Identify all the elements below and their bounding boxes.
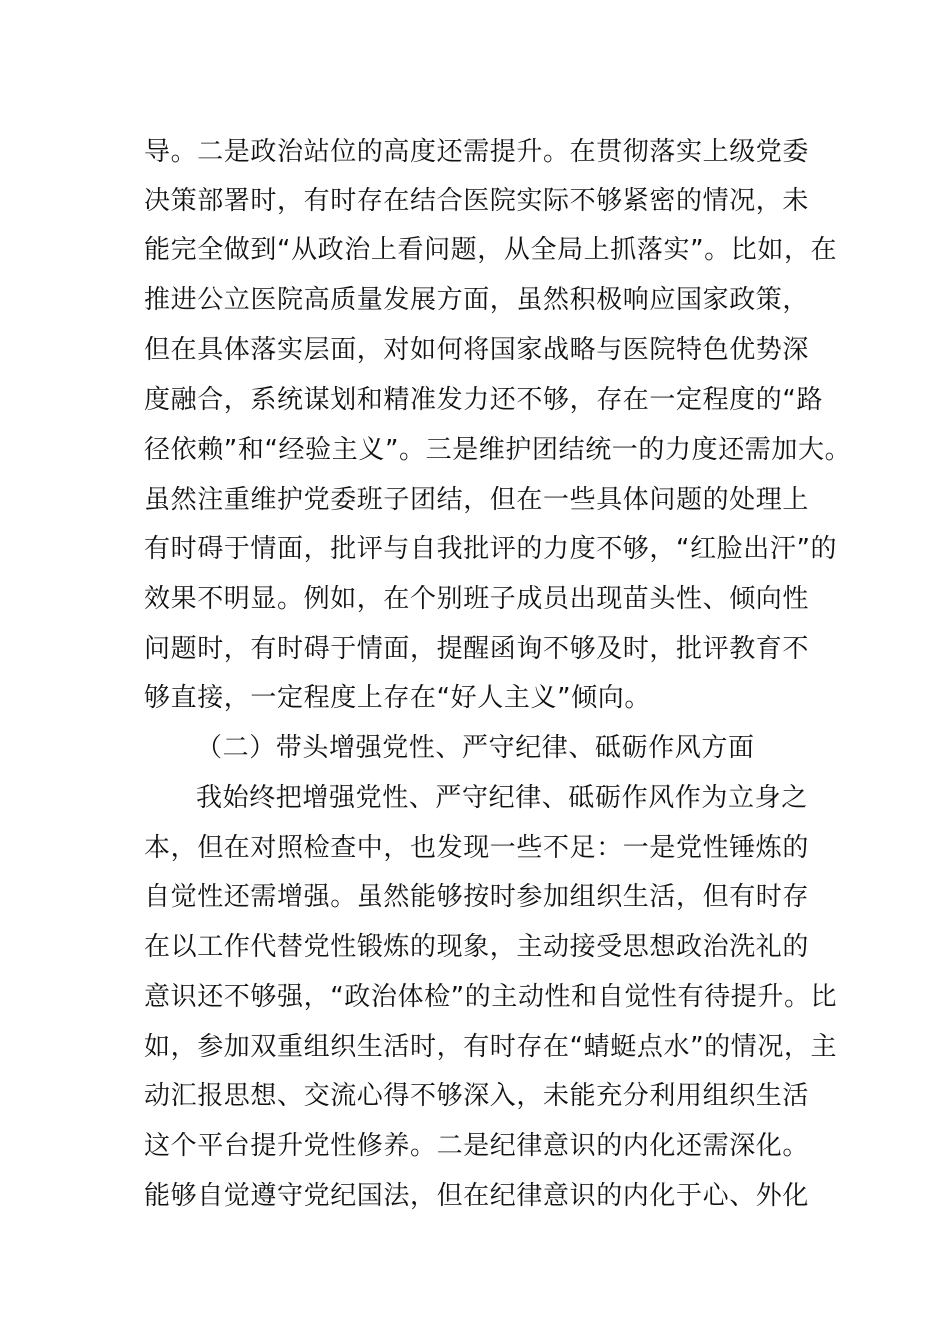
body-text-line: 导。二是政治站位的高度还需提升。在贯彻落实上级党委 [144, 137, 810, 167]
paragraph-first-line: 我始终把增强党性、严守纪律、砥砺作风作为立身之 [196, 783, 808, 813]
body-text-line: 度融合，系统谋划和精准发力还不够，存在一定程度的“路 [144, 385, 824, 415]
body-text-line: 决策部署时，有时存在结合医院实际不够紧密的情况，未 [144, 186, 810, 216]
body-text-line: 自觉性还需增强。虽然能够按时参加组织生活，但有时存 [144, 882, 810, 912]
body-text-line: 但在具体落实层面，对如何将国家战略与医院特色优势深 [144, 335, 810, 365]
body-text-line: 够直接，一定程度上存在“好人主义”倾向。 [144, 683, 651, 713]
body-text-line: 效果不明显。例如，在个别班子成员出现苗头性、倾向性 [144, 584, 810, 614]
body-text-line: 能够自觉遵守党纪国法，但在纪律意识的内化于心、外化 [144, 1181, 810, 1211]
body-text-line: 意识还不够强，“政治体检”的主动性和自觉性有待提升。比 [144, 982, 838, 1012]
body-text-line: 在以工作代替党性锻炼的现象，主动接受思想政治洗礼的 [144, 932, 810, 962]
body-text-line: 这个平台提升党性修养。二是纪律意识的内化还需深化。 [144, 1131, 810, 1161]
body-text-line: 虽然注重维护党委班子团结，但在一些具体问题的处理上 [144, 485, 810, 515]
body-text-line: 径依赖”和“经验主义”。三是维护团结统一的力度还需加大。 [144, 435, 852, 465]
body-text-line: 本，但在对照检查中，也发现一些不足：一是党性锤炼的 [144, 833, 810, 863]
body-text-line: 动汇报思想、交流心得不够深入，未能充分利用组织生活 [144, 1081, 810, 1111]
body-text-line: 推进公立医院高质量发展方面，虽然积极响应国家政策， [144, 285, 810, 315]
body-text-line: 问题时，有时碍于情面，提醒函询不够及时，批评教育不 [144, 634, 810, 664]
body-text-line: 如，参加双重组织生活时，有时存在“蜻蜓点水”的情况，主 [144, 1032, 838, 1062]
body-text-line: 能完全做到“从政治上看问题，从全局上抓落实”。比如，在 [144, 235, 838, 265]
section-heading: （二）带头增强党性、严守纪律、砥砺作风方面 [196, 733, 755, 763]
body-text-line: 有时碍于情面，批评与自我批评的力度不够，“红脸出汗”的 [144, 534, 838, 564]
